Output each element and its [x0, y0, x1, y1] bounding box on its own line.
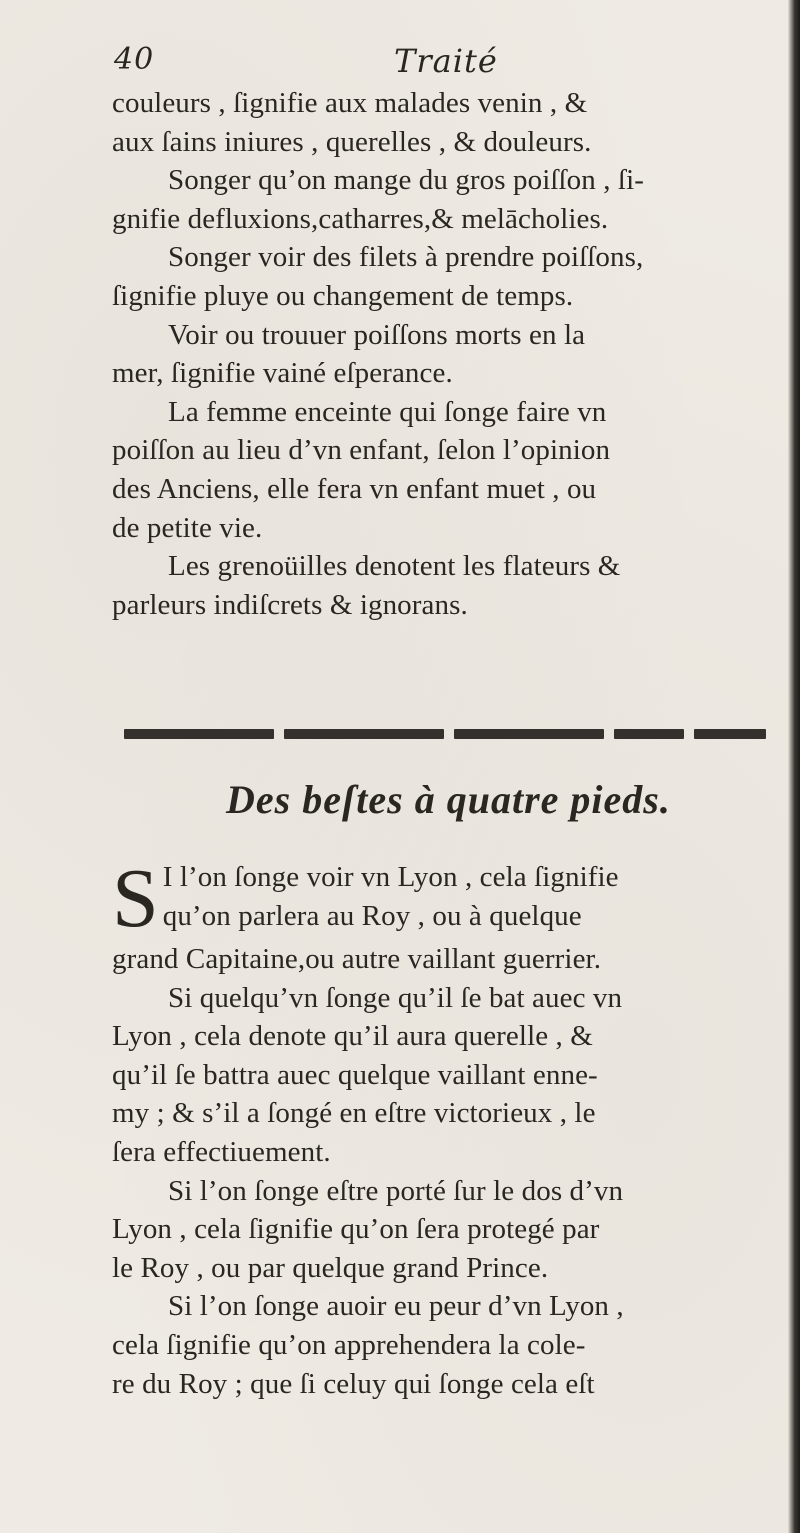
text-line: re du Roy ; que ſi celuy qui ſonge cela eſt	[112, 1367, 595, 1400]
text-line: ſignifie pluye ou changement de temps.	[112, 279, 574, 312]
text-block-top	[112, 84, 780, 624]
running-head: Traité	[394, 42, 498, 80]
text-line: La femme enceinte qui ſonge faire vn	[168, 395, 607, 428]
page-edge-shadow	[788, 0, 800, 1533]
text-line: ſera effectiuement.	[112, 1135, 331, 1168]
text-line: Si quelqu’vn ſonge qu’il ſe bat auec vn	[168, 981, 623, 1014]
text-line: Les grenoüilles denotent les flateurs &	[168, 550, 621, 583]
page-header	[114, 42, 674, 86]
text-line: gnifie defluxions,catharres,& melācholies.	[112, 202, 609, 235]
text-line: couleurs , ſignifie aux malades venin , &	[112, 87, 588, 119]
text-line: parleurs indiſcrets & ignorans.	[112, 588, 468, 621]
text-line: Voir ou trouuer poiſſons morts en la	[168, 318, 586, 351]
drop-cap: S	[112, 852, 159, 945]
section-divider-rule	[124, 729, 766, 739]
text-line: aux ſains iniures , querelles , & douleurs.	[112, 125, 592, 158]
text-line: cela ſignifie qu’on apprehendera la cole-	[112, 1328, 586, 1361]
text-line: Lyon , cela denote qu’il aura querelle , &	[112, 1020, 593, 1053]
text-line: my ; & s’il a ſongé en eſtre victorieux , le	[112, 1097, 596, 1130]
section-title: Des beſtes à quatre pieds.	[226, 777, 671, 822]
text-line: mer, ſignifie vainé eſperance.	[112, 357, 453, 390]
text-line: poiſſon au lieu d’vn enfant, ſelon l’opinion	[112, 434, 611, 467]
text-line: de petite vie.	[112, 511, 263, 544]
page-number: 40	[114, 42, 155, 77]
text-line: Lyon , cela ſignifie qu’on ſera protegé par	[112, 1213, 600, 1246]
text-line: des Anciens, elle fera vn enfant muet , ou	[112, 472, 597, 505]
text-line: qu’il ſe battra auec quelque vaillant enne-	[112, 1058, 598, 1091]
text-block-bottom	[112, 852, 780, 1403]
drop-cap-lines	[163, 858, 780, 935]
text-line: le Roy , ou par quelque grand Prince.	[112, 1251, 549, 1284]
text-line: Si l’on ſonge auoir eu peur d’vn Lyon ,	[168, 1290, 624, 1323]
text-line: I l’on ſonge voir vn Lyon , cela ſignifie	[162, 861, 619, 893]
text-line: grand Capitaine,ou autre vaillant guerrier.	[112, 943, 602, 975]
text-line: Si l’on ſonge eſtre porté ſur le dos d’vn	[168, 1174, 624, 1207]
text-line: Songer qu’on mange du gros poiſſon , ſi-	[168, 164, 645, 197]
text-line: Songer voir des filets à prendre poiſſons,	[168, 241, 644, 274]
text-line: qu’on parlera au Roy , ou à quelque	[162, 899, 582, 932]
